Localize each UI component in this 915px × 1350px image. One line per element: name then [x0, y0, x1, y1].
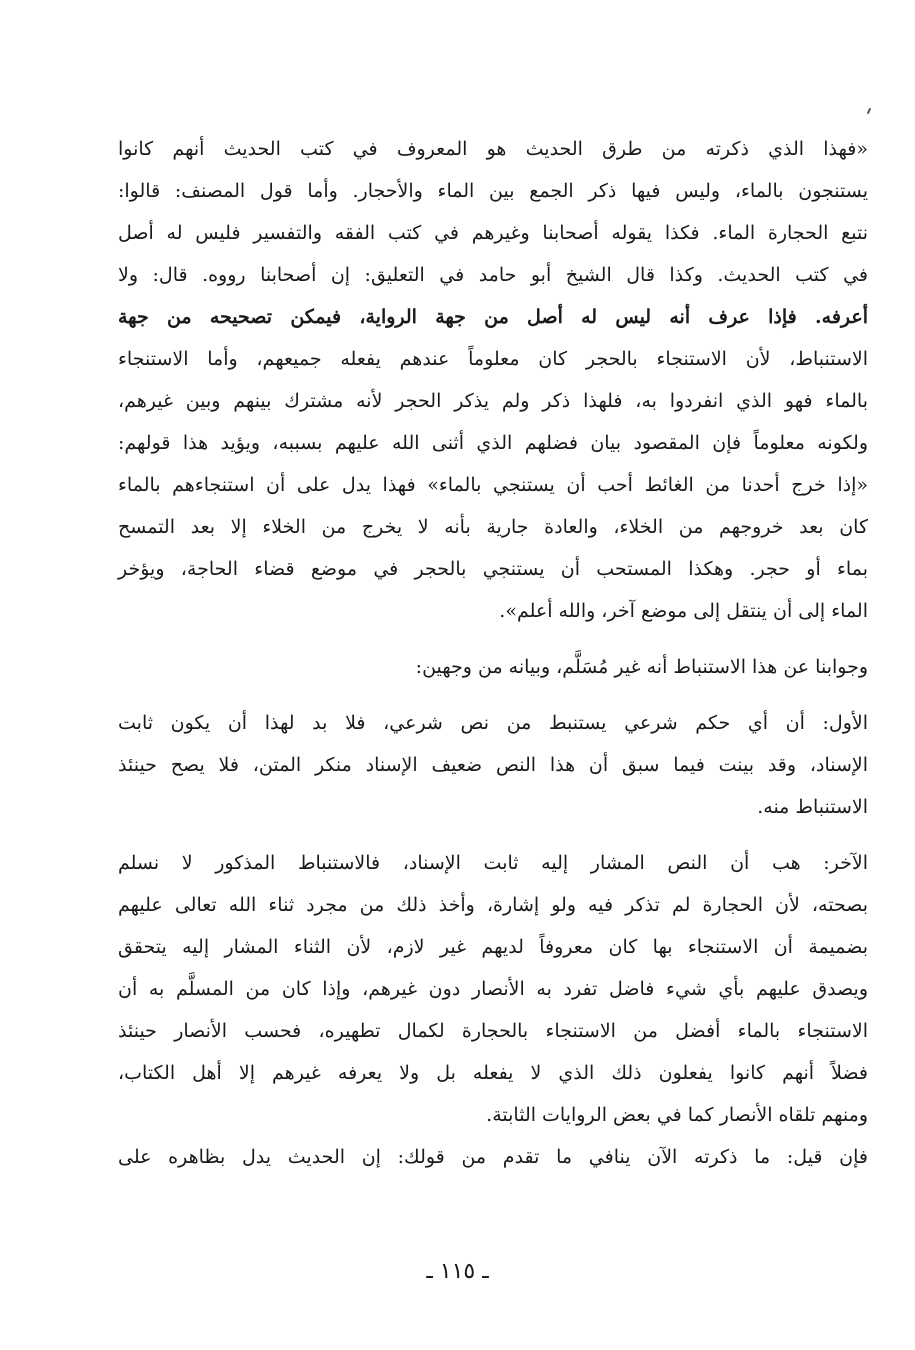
text-line: نتبع الحجارة الماء. فكذا يقوله أصحابنا وغيرهم في كتب الفقه والتفسير فليس له أصل: [118, 222, 868, 244]
text-line: بصحته، لأن الحجارة لم تذكر فيه ولو إشارة، وأخذ ذلك من مجرد ثناء الله تعالى عليهم: [118, 894, 868, 916]
text-line: فإن قيل: ما ذكرته الآن ينافي ما تقدم من قولك: إن الحديث يدل بظاهره على: [118, 1146, 868, 1168]
text-line: الاستنباط منه.: [757, 796, 868, 818]
text-line: الماء إلى أن ينتقل إلى موضع آخر، والله أعلم».: [499, 600, 868, 622]
text-line: «فهذا الذي ذكرته من طرق الحديث هو المعروف في كتب الحديث أنهم كانوا: [118, 138, 868, 160]
text-line: بضميمة أن الاستنجاء بها كان معروفاً لديهم غير لازم، لأن الثناء المشار إليه يتحقق: [118, 936, 868, 958]
text-line: ويصدق عليهم بأي شيء فاضل تفرد به الأنصار دون غيرهم، وإذا كان من المسلَّم به أن: [118, 978, 868, 1000]
text-line: كان بعد خروجهم من الخلاء، والعادة جارية بأنه لا يخرج من الخلاء إلا بعد التمسح: [118, 516, 868, 538]
text-line: ولكونه معلوماً فإن المقصود بيان فضلهم الذي أثنى الله عليهم بسببه، ويؤيد هذا قولهم:: [118, 432, 868, 454]
text-line: بالماء فهو الذي انفردوا به، فلهذا ذكر ولم يذكر الحجر لأنه مشترك بينهم وبين غيرهم،: [118, 390, 868, 412]
text-line: يستنجون بالماء، وليس فيها ذكر الجمع بين الماء والأحجار. وأما قول المصنف: قالوا:: [118, 180, 868, 202]
paragraph-answer-intro: [118, 646, 868, 688]
text-line: ومنهم تلقاه الأنصار كما في بعض الروايات الثابتة.: [486, 1104, 868, 1126]
paragraph-quote: [118, 128, 868, 632]
text-line: الاستنباط، لأن الاستنجاء بالحجر كان معلوماً عندهم يفعله جميعهم، وأما الاستنجاء: [118, 348, 868, 370]
scan-mark: [867, 108, 871, 114]
page-number: ـ ١١٥ ـ: [426, 1259, 489, 1284]
paragraph-second-point: [118, 842, 868, 1136]
paragraph-first-point: [118, 702, 868, 828]
text-line: في كتب الحديث. وكذا قال الشيخ أبو حامد في التعليق: إن أصحابنا رووه. قال: ولا: [118, 264, 868, 286]
text-line: الاستنجاء بالماء أفضل من الاستنجاء بالحجارة لكمال تطهيره، فحسب الأنصار حينئذ: [118, 1020, 868, 1042]
paragraph-objection: [118, 1136, 868, 1178]
text-line: الإسناد، وقد بينت فيما سبق أن هذا النص ضعيف الإسناد منكر المتن، فلا يصح حينئذ: [118, 754, 868, 776]
text-line: وجوابنا عن هذا الاستنباط أنه غير مُسَلَّم، وبيانه من وجهين:: [415, 656, 868, 678]
page-body: [118, 128, 868, 1178]
text-line: الآخر: هب أن النص المشار إليه ثابت الإسناد، فالاستنباط المذكور لا نسلم: [118, 852, 868, 874]
text-line: «إذا خرج أحدنا من الغائط أحب أن يستنجي بالماء» فهذا يدل على أن استنجاءهم بالماء: [118, 474, 868, 496]
text-line: فضلاً أنهم كانوا يفعلون ذلك الذي لا يفعله بل ولا يعرفه غيرهم إلا أهل الكتاب،: [118, 1062, 868, 1084]
text-line: بماء أو حجر. وهكذا المستحب أن يستنجي بالحجر في موضع قضاء الحاجة، ويؤخر: [118, 558, 868, 580]
text-line: الأول: أن أي حكم شرعي يستنبط من نص شرعي، فلا بد لهذا أن يكون ثابت: [118, 712, 868, 734]
text-line: أعرفه. فإذا عرف أنه ليس له أصل من جهة الرواية، فيمكن تصحيحه من جهة: [118, 306, 868, 328]
